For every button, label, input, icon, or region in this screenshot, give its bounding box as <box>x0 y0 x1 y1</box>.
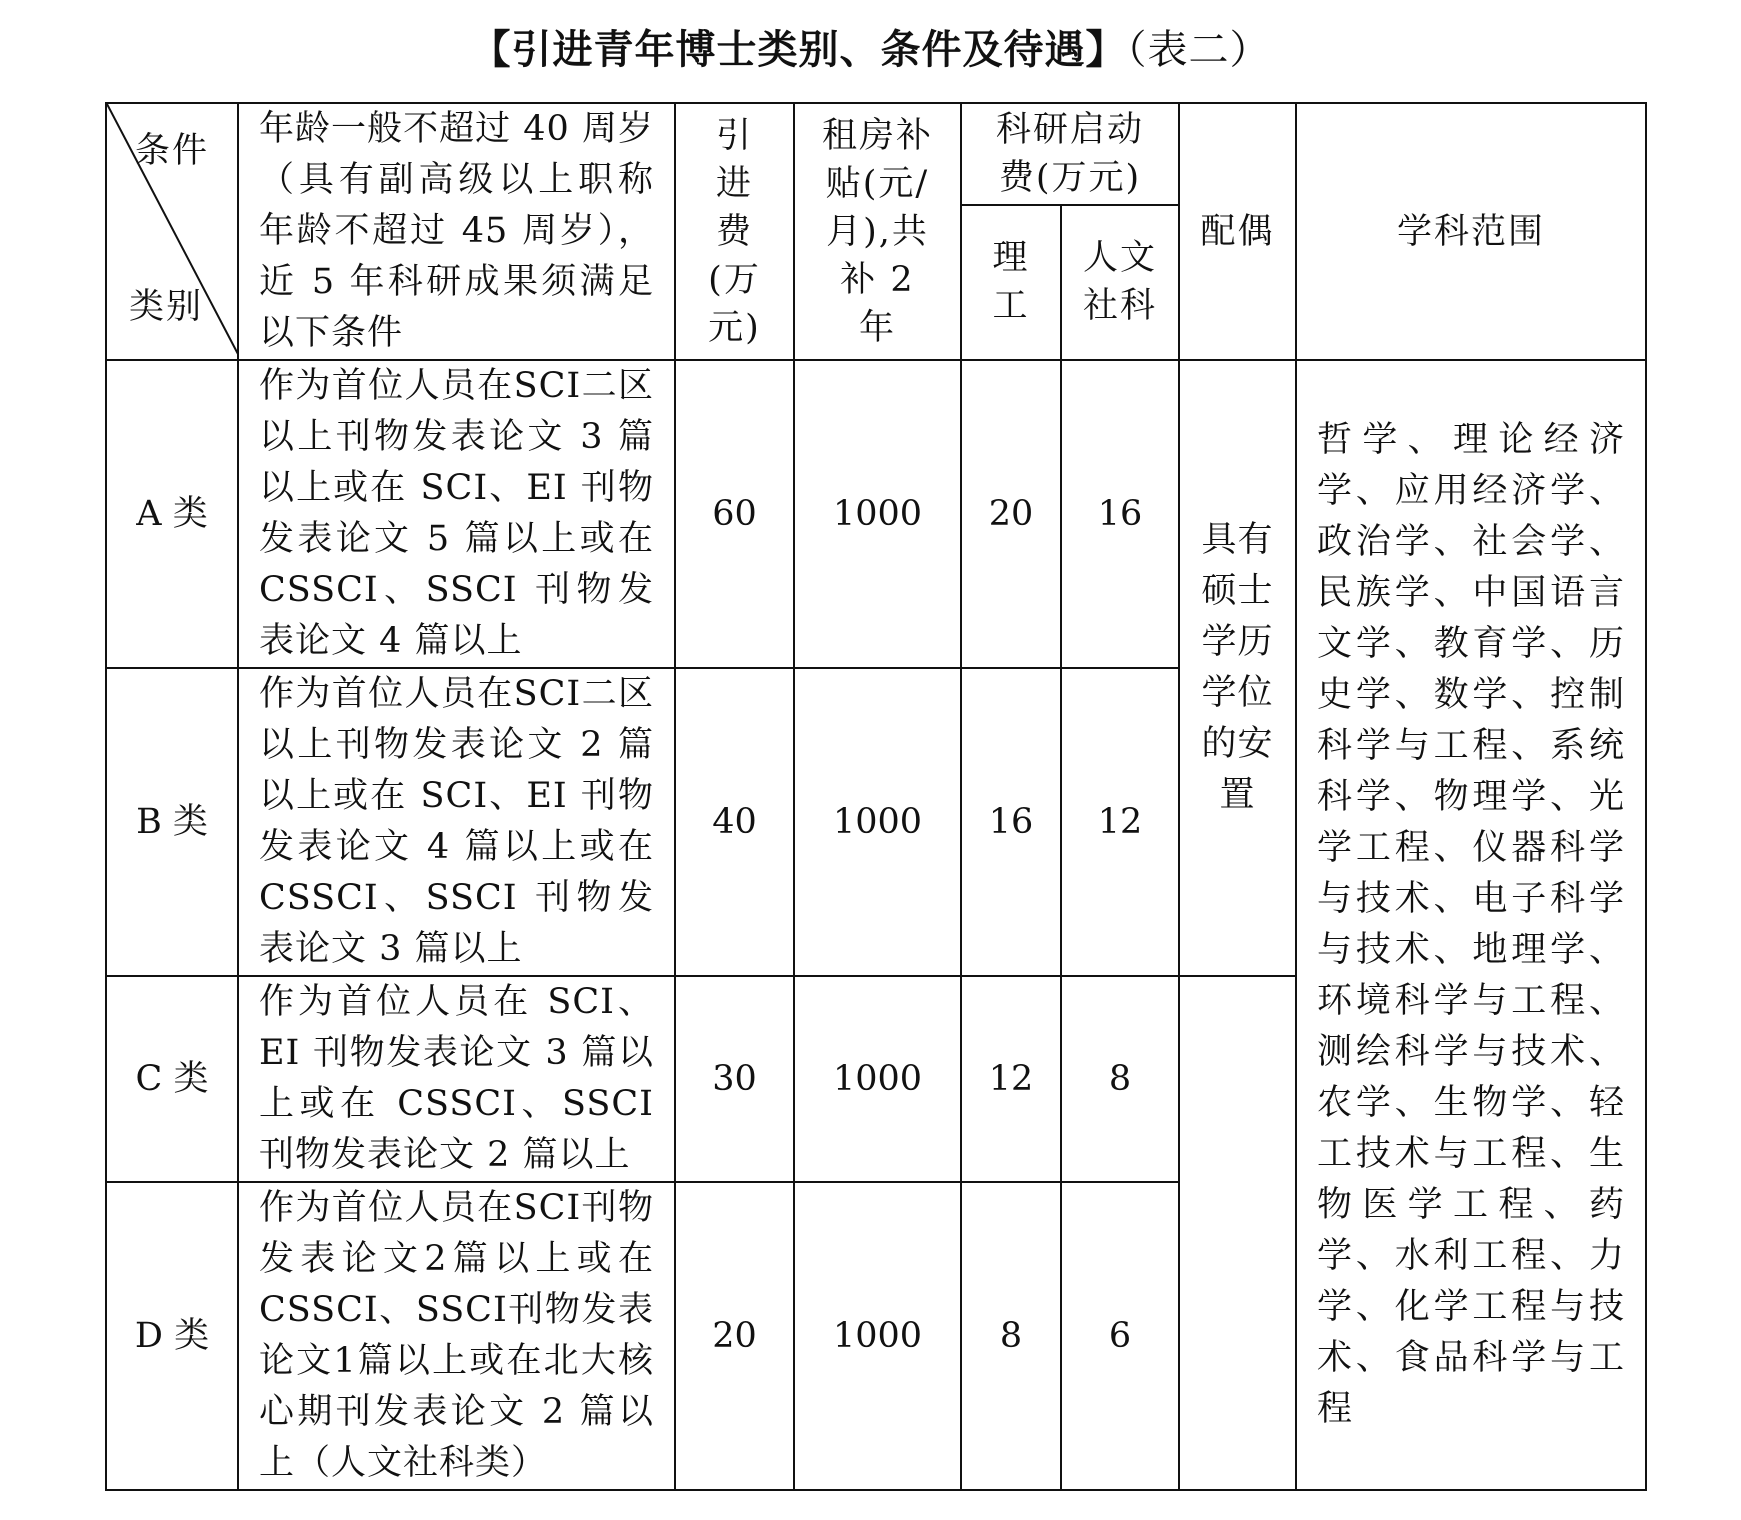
row-condition: 作为首位人员在 SCI、EI 刊物发表论文 3 篇以上或在 CSSCI、SSCI 刊物发表论文 2 篇以上 <box>238 976 675 1182</box>
row-humanities-fund: 6 <box>1061 1182 1179 1490</box>
header-humanities: 人文社科 <box>1061 205 1179 360</box>
row-humanities-fund: 8 <box>1061 976 1179 1182</box>
row-rent: 1000 <box>794 976 961 1182</box>
row-rent: 1000 <box>794 668 961 976</box>
row-condition: 作为首位人员在SCI刊物发表论文2篇以上或在CSSCI、SSCI刊物发表论文1篇以上或在北大核心期刊发表论文 2 篇以上（人文社科类） <box>238 1182 675 1490</box>
header-subjects: 学科范围 <box>1296 103 1646 360</box>
row-intro-fee: 60 <box>675 360 794 668</box>
row-category: A 类 <box>106 360 238 668</box>
row-rent: 1000 <box>794 1182 961 1490</box>
row-humanities-fund: 16 <box>1061 360 1179 668</box>
header-condition: 年龄一般不超过 40 周岁（具有副高级以上职称年龄不超过 45 周岁），近 5 年科研成果须满足以下条件 <box>238 103 675 360</box>
corner-top-label: 条件 <box>135 131 210 171</box>
header-science: 理工 <box>961 205 1061 360</box>
row-rent: 1000 <box>794 360 961 668</box>
header-row <box>106 103 1646 205</box>
spouse-empty <box>1179 976 1296 1490</box>
corner-cell <box>106 103 238 360</box>
row-humanities-fund: 12 <box>1061 668 1179 976</box>
row-science-fund: 8 <box>961 1182 1061 1490</box>
corner-bottom-label: 类别 <box>129 287 204 327</box>
header-spouse: 配偶 <box>1179 103 1296 360</box>
title-main: 【引进青年博士类别、条件及待遇】 <box>470 26 1127 73</box>
subject-scope: 哲学、理论经济学、应用经济学、政治学、社会学、民族学、中国语言文学、教育学、历史学、数学、控制科学与工程、系统科学、物理学、光学工程、仪器科学与技术、电子科学与技术、地理学、环境科学与工程、测绘科学与技术、农学、生物学、轻工技术与工程、生物医学工程、药学、水利工程、力学、化学工程与技术、食品科学与工程 <box>1296 360 1646 1490</box>
header-intro-fee: 引进费(万元) <box>675 103 794 360</box>
row-category: B 类 <box>106 668 238 976</box>
row-science-fund: 12 <box>961 976 1061 1182</box>
header-rent: 租房补贴(元/月),共补 2 年 <box>794 103 961 360</box>
row-intro-fee: 20 <box>675 1182 794 1490</box>
row-science-fund: 20 <box>961 360 1061 668</box>
page-title <box>0 22 1741 78</box>
row-intro-fee: 40 <box>675 668 794 976</box>
row-category: D 类 <box>106 1182 238 1490</box>
row-category: C 类 <box>106 976 238 1182</box>
row-condition: 作为首位人员在SCI二区以上刊物发表论文 3 篇以上或在 SCI、EI 刊物发表论文 5 篇以上或在 CSSCI、SSCI 刊物发表论文 4 篇以上 <box>238 360 675 668</box>
row-science-fund: 16 <box>961 668 1061 976</box>
spouse-placement: 具有硕士学历学位的安置 <box>1179 360 1296 976</box>
header-research-fund: 科研启动费(万元) <box>961 103 1179 205</box>
talent-table <box>105 102 1647 1491</box>
table-row <box>106 360 1646 668</box>
row-intro-fee: 30 <box>675 976 794 1182</box>
row-condition: 作为首位人员在SCI二区以上刊物发表论文 2 篇以上或在 SCI、EI 刊物发表论文 4 篇以上或在 CSSCI、SSCI 刊物发表论文 3 篇以上 <box>238 668 675 976</box>
title-sub: （表二） <box>1126 27 1271 73</box>
